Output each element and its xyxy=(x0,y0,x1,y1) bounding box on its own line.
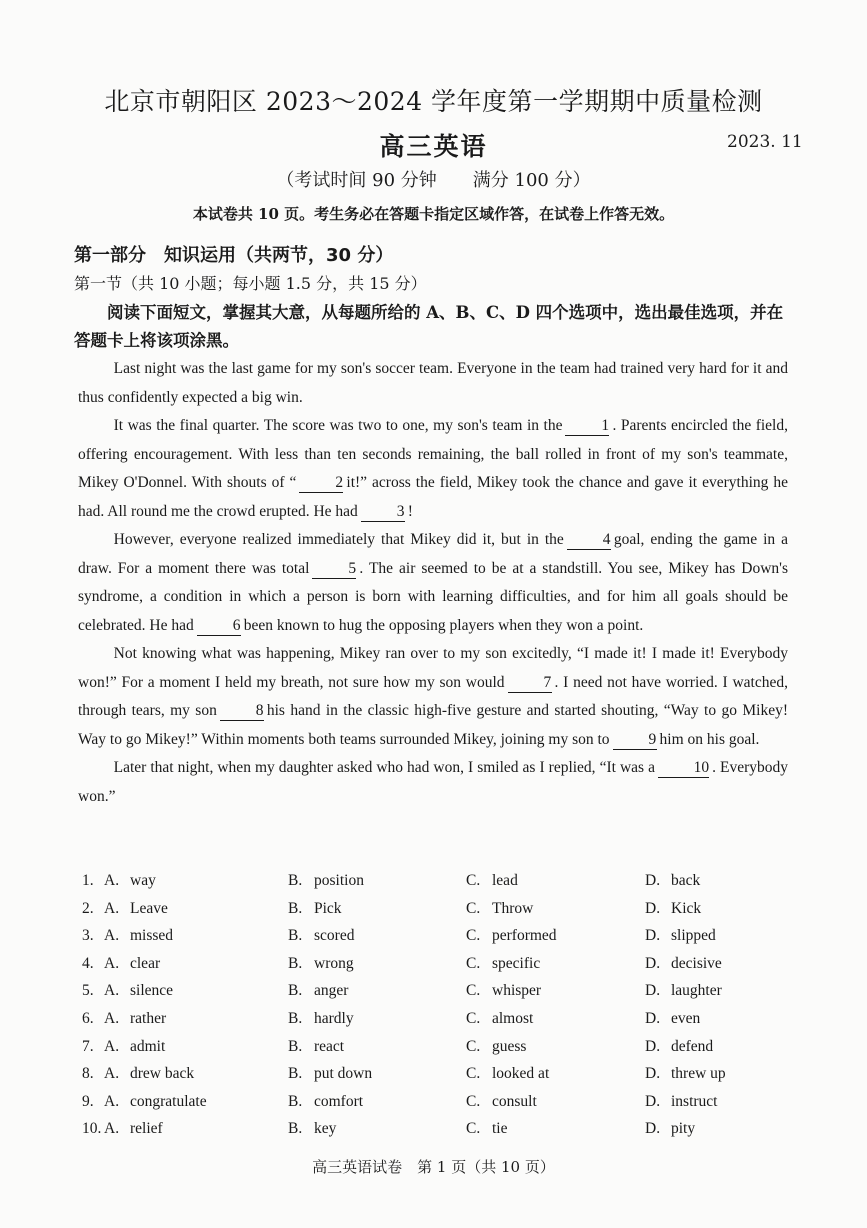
question-number: 7. xyxy=(82,1037,94,1055)
option-letter: A. xyxy=(104,982,120,1000)
option-letter: C. xyxy=(466,1037,481,1055)
option-letter: A. xyxy=(104,872,120,889)
passage-text: his hand in the classic high-five gesture and started shouting, “Way to go Mikey! Way to go Mikey!” Within moments both teams surrounded Mikey, joining my son to xyxy=(78,702,788,748)
option-letter: D. xyxy=(645,1092,661,1110)
option-c xyxy=(466,1010,533,1028)
option-text: drew back xyxy=(130,1065,195,1083)
option-a xyxy=(104,872,156,890)
option-text: position xyxy=(314,872,364,889)
option-d xyxy=(645,900,701,918)
passage-paragraph xyxy=(78,412,788,526)
option-c xyxy=(466,982,541,1000)
option-letter: D. xyxy=(645,899,661,917)
option-letter: B. xyxy=(288,1009,303,1027)
question-row xyxy=(82,955,802,983)
question-row xyxy=(82,1093,802,1121)
option-text: lead xyxy=(492,872,518,889)
option-b xyxy=(288,955,354,973)
option-text: react xyxy=(314,1037,345,1055)
option-b xyxy=(288,1010,354,1028)
option-text: wrong xyxy=(314,954,354,972)
passage-text: him on his goal. xyxy=(659,730,760,748)
section-title: 第一节（共 10 小题；每小题 1.5 分，共 15 分） xyxy=(74,274,427,293)
option-text: defend xyxy=(671,1037,714,1055)
option-d xyxy=(645,1038,713,1056)
option-a xyxy=(104,955,160,973)
option-d xyxy=(645,927,716,945)
blank-10: 10 xyxy=(658,759,709,778)
question-number: 6. xyxy=(82,1009,94,1027)
option-letter: D. xyxy=(645,1037,661,1055)
option-text: even xyxy=(671,1009,701,1027)
option-c xyxy=(466,1038,526,1056)
option-letter: D. xyxy=(645,954,661,972)
question-number: 1. xyxy=(82,872,94,889)
option-text: whisper xyxy=(492,982,542,1000)
option-text: decisive xyxy=(671,954,722,972)
option-letter: B. xyxy=(288,872,303,889)
option-text: looked at xyxy=(492,1065,550,1083)
option-b xyxy=(288,1038,344,1056)
question-number: 10. xyxy=(82,1120,102,1138)
option-text: Leave xyxy=(130,899,168,917)
option-c xyxy=(466,1120,508,1138)
option-text: instruct xyxy=(671,1092,718,1110)
option-text: comfort xyxy=(314,1092,364,1110)
blank-7: 7 xyxy=(508,674,552,693)
passage-text: ! xyxy=(407,502,413,520)
option-letter: D. xyxy=(645,1009,661,1027)
option-letter: A. xyxy=(104,954,120,972)
section-instructions: 阅读下面短文，掌握其大意，从每题所给的 A、B、C、D 四个选项中，选出最佳选项，并在答题卡上将该项涂黑。 xyxy=(74,303,784,350)
option-text: hardly xyxy=(314,1009,354,1027)
option-d xyxy=(645,955,722,973)
option-text: missed xyxy=(130,927,174,945)
option-text: guess xyxy=(492,1037,527,1055)
option-letter: C. xyxy=(466,872,481,889)
passage-text: Later that night, when my daughter asked who had won, I smiled as I replied, “It was a xyxy=(113,759,655,776)
question-row xyxy=(82,1038,802,1066)
option-letter: C. xyxy=(466,1092,481,1110)
question-row xyxy=(82,927,802,955)
option-a xyxy=(104,1093,207,1111)
blank-4: 4 xyxy=(567,531,611,550)
option-text: clear xyxy=(130,954,161,972)
option-text: consult xyxy=(492,1092,537,1110)
passage-text: been known to hug the opposing players when they won a point. xyxy=(243,616,644,634)
option-text: threw up xyxy=(671,1065,726,1083)
option-letter: B. xyxy=(288,899,303,917)
option-b xyxy=(288,872,364,890)
option-d xyxy=(645,1065,726,1083)
option-letter: A. xyxy=(104,1009,120,1027)
option-c xyxy=(466,927,557,945)
option-a xyxy=(104,982,173,1000)
option-c xyxy=(466,955,540,973)
option-letter: A. xyxy=(104,1092,120,1110)
passage-text: . The air seemed to be at a standstill. You see, Mikey has Down's syndrome, a condition in which a person is born with learning difficulties, and for him all goals should be celebrated. He had xyxy=(78,559,788,634)
option-letter: D. xyxy=(645,872,661,889)
option-a xyxy=(104,1065,194,1083)
blank-1: 1 xyxy=(565,417,609,436)
option-text: scored xyxy=(314,927,355,945)
option-letter: C. xyxy=(466,927,481,945)
option-letter: B. xyxy=(288,954,303,972)
option-text: slipped xyxy=(671,927,716,945)
passage-paragraph xyxy=(78,526,788,640)
option-letter: C. xyxy=(466,899,481,917)
blank-8: 8 xyxy=(220,702,264,721)
question-row xyxy=(82,1120,802,1148)
question-number: 8. xyxy=(82,1065,94,1083)
option-letter: A. xyxy=(104,899,120,917)
option-text: back xyxy=(671,872,701,889)
cloze-passage xyxy=(78,355,788,811)
question-number: 4. xyxy=(82,954,94,972)
option-d xyxy=(645,982,722,1000)
option-letter: A. xyxy=(104,1065,120,1083)
option-letter: D. xyxy=(645,927,661,945)
passage-text: goal, ending the game in a draw. For a moment there was total xyxy=(78,531,789,577)
option-text: key xyxy=(314,1120,337,1138)
option-text: silence xyxy=(130,982,174,1000)
option-c xyxy=(466,1093,537,1111)
passage-text: it!” across the field, Mikey took the chance and gave it everything he had. All round me the crowd erupted. He had xyxy=(78,474,788,520)
option-letter: C. xyxy=(466,1065,481,1083)
passage-text: . Parents encircled the field, offering encouragement. With less than ten seconds remaining, the ball rolled in front of my son's teammate, Mikey O'Donnel. With shouts of “ xyxy=(78,417,788,491)
blank-5: 5 xyxy=(312,560,356,579)
option-b xyxy=(288,1093,363,1111)
option-a xyxy=(104,927,173,945)
option-letter: B. xyxy=(288,1065,303,1083)
passage-text: However, everyone realized immediately that Mikey did it, but in the xyxy=(113,531,564,548)
option-c xyxy=(466,900,533,918)
option-b xyxy=(288,982,348,1000)
exam-notice: 本试卷共 10 页。考生务必在答题卡指定区域作答，在试卷上作答无效。 xyxy=(192,205,675,223)
passage-paragraph xyxy=(78,640,788,754)
exam-time-info: （考试时间 90 分钟 满分 100 分） xyxy=(276,170,591,191)
passage-text: . Everybody won.” xyxy=(78,759,788,805)
option-text: anger xyxy=(314,982,349,1000)
blank-2: 2 xyxy=(299,474,343,493)
passage-text: . I need not have worried. I watched, through tears, my son xyxy=(78,673,788,719)
option-letter: A. xyxy=(104,1120,120,1138)
option-text: pity xyxy=(671,1120,696,1138)
option-text: Throw xyxy=(492,899,534,917)
question-row xyxy=(82,872,802,900)
blank-9: 9 xyxy=(613,731,657,750)
question-number: 3. xyxy=(82,927,94,945)
question-row xyxy=(82,982,802,1010)
answer-options xyxy=(82,872,802,1148)
option-letter: C. xyxy=(466,954,481,972)
option-a xyxy=(104,1120,163,1138)
option-d xyxy=(645,1093,718,1111)
option-text: tie xyxy=(492,1120,508,1138)
option-letter: D. xyxy=(645,982,661,1000)
option-a xyxy=(104,1038,165,1056)
question-number: 2. xyxy=(82,899,94,917)
option-letter: C. xyxy=(466,1120,481,1138)
option-a xyxy=(104,900,168,918)
option-text: way xyxy=(130,872,156,889)
option-b xyxy=(288,927,354,945)
option-d xyxy=(645,1010,700,1028)
option-a xyxy=(104,1010,166,1028)
option-letter: A. xyxy=(104,927,120,945)
option-d xyxy=(645,872,700,890)
option-text: rather xyxy=(130,1009,167,1027)
option-c xyxy=(466,872,518,890)
exam-date: 2023. 11 xyxy=(727,132,803,152)
question-number: 9. xyxy=(82,1092,94,1110)
passage-text: Not knowing what was happening, Mikey ran over to my son excitedly, “I made it! I made it! Everybody won!” For a moment I held my breath, not sure how my son would xyxy=(78,645,788,691)
option-b xyxy=(288,1120,336,1138)
exam-subject: 高三英语 xyxy=(379,132,488,161)
option-text: Kick xyxy=(671,899,702,917)
passage-paragraph: Last night was the last game for my son's soccer team. Everyone in the team had trained very hard for it and thus confidently expected a big win. xyxy=(78,360,788,406)
question-row xyxy=(82,1010,802,1038)
option-b xyxy=(288,900,342,918)
option-letter: B. xyxy=(288,927,303,945)
exam-title: 北京市朝阳区 2023～2024 学年度第一学期期中质量检测 xyxy=(104,87,763,116)
passage-paragraph xyxy=(78,754,788,811)
option-b xyxy=(288,1065,372,1083)
option-text: put down xyxy=(314,1065,373,1083)
option-text: specific xyxy=(492,954,541,972)
option-text: admit xyxy=(130,1037,166,1055)
blank-6: 6 xyxy=(197,617,241,636)
option-text: almost xyxy=(492,1009,534,1027)
option-d xyxy=(645,1120,695,1138)
question-number: 5. xyxy=(82,982,94,1000)
option-letter: A. xyxy=(104,1037,120,1055)
part-title: 第一部分 知识运用（共两节，30 分） xyxy=(74,245,394,266)
option-text: performed xyxy=(492,927,557,945)
option-letter: B. xyxy=(288,1092,303,1110)
option-letter: C. xyxy=(466,1009,481,1027)
option-letter: B. xyxy=(288,982,303,1000)
option-text: laughter xyxy=(671,982,722,1000)
option-text: congratulate xyxy=(130,1092,207,1110)
question-row xyxy=(82,1065,802,1093)
option-letter: D. xyxy=(645,1120,661,1138)
blank-3: 3 xyxy=(361,503,405,522)
option-letter: C. xyxy=(466,982,481,1000)
option-letter: D. xyxy=(645,1065,661,1083)
option-letter: B. xyxy=(288,1037,303,1055)
page-footer: 高三英语试卷 第 1 页（共 10 页） xyxy=(312,1158,555,1176)
option-text: relief xyxy=(130,1120,163,1138)
option-letter: B. xyxy=(288,1120,303,1138)
passage-text: It was the final quarter. The score was two to one, my son's team in the xyxy=(113,417,563,434)
option-c xyxy=(466,1065,549,1083)
option-text: Pick xyxy=(314,899,342,917)
question-row xyxy=(82,900,802,928)
